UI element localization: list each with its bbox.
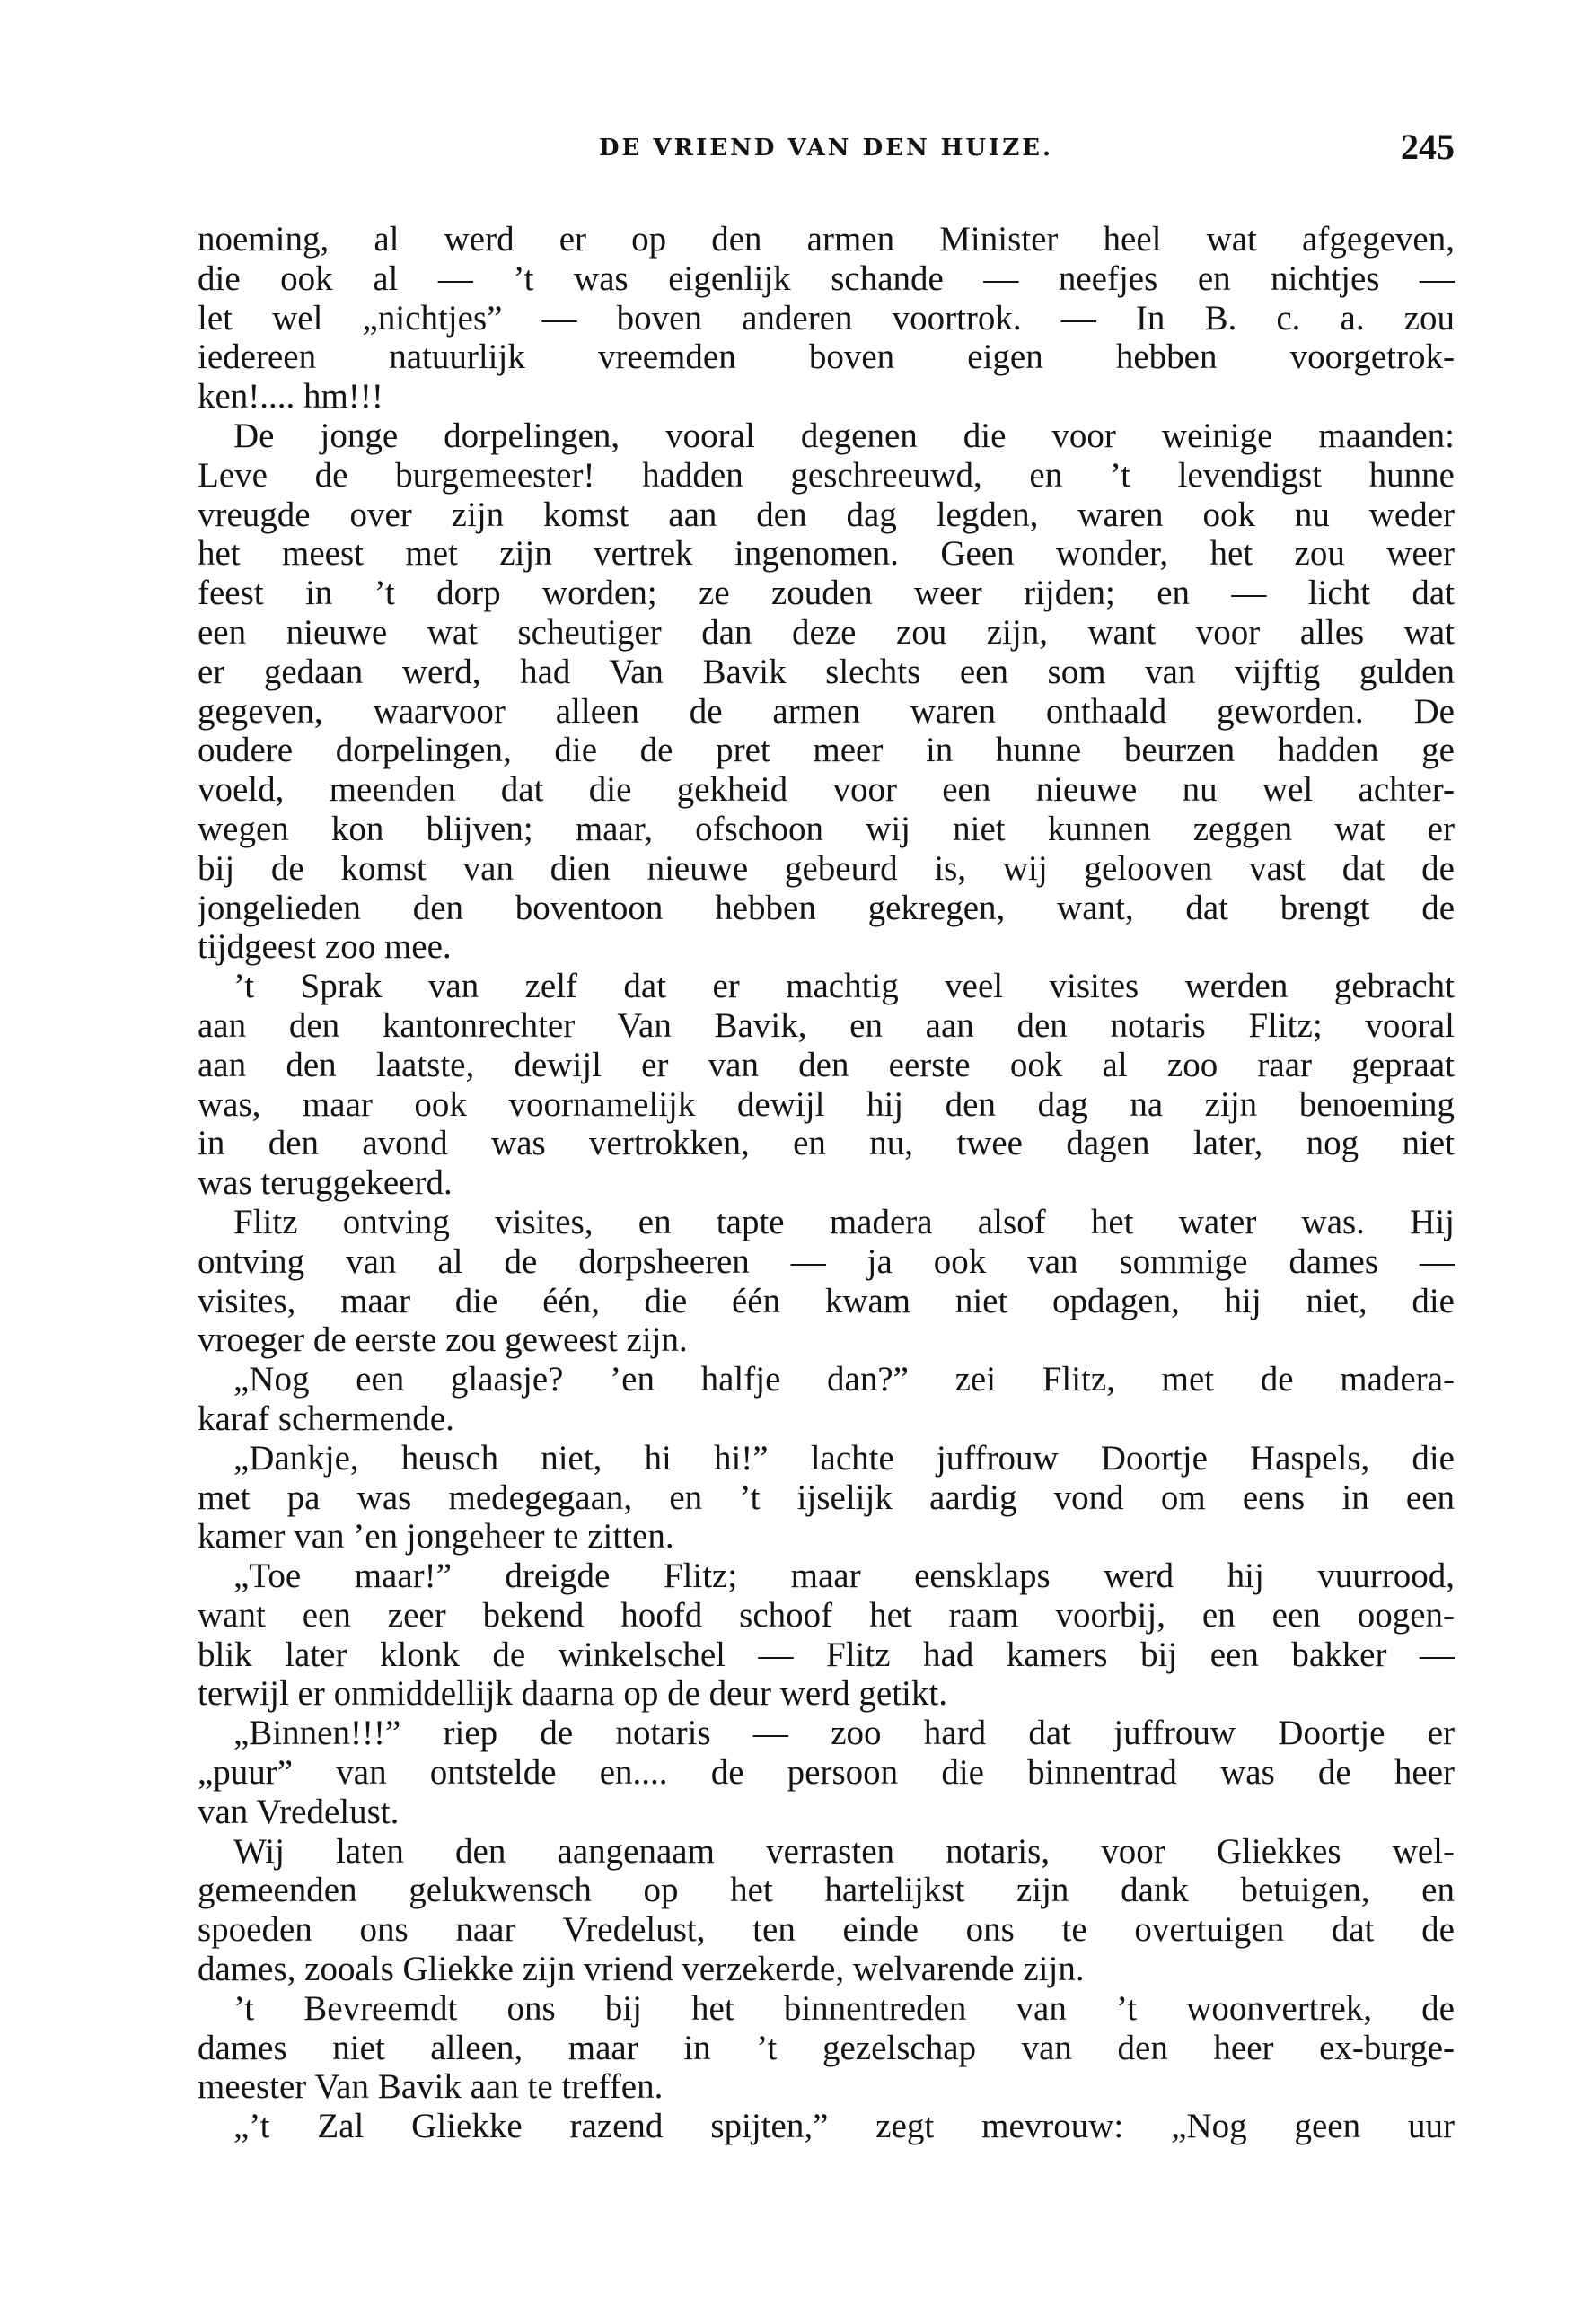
text-line: blik later klonk de winkelschel — Flitz had kamers bij een bakker —: [198, 1635, 1455, 1674]
text-line: ken!.... hm!!!: [198, 377, 383, 417]
text-line: vroeger de eerste zou geweest zijn.: [198, 1320, 688, 1360]
text-line: let wel „nichtjes” — boven anderen voortrok. — In B. c. a. zou: [198, 298, 1455, 338]
text-line: die ook al — ’t was eigenlijk schande — neefjes en nichtjes —: [198, 259, 1455, 298]
text-line: feest in ’t dorp worden; ze zouden weer rijden; en — licht dat: [198, 574, 1455, 613]
text-line: De jonge dorpelingen, vooral degenen die voor weinige maanden:: [233, 416, 1455, 455]
text-line: karaf schermende.: [198, 1399, 454, 1438]
text-line: visites, maar die één, die één kwam niet opdagen, hij niet, die: [198, 1281, 1455, 1320]
text-line: tijdgeest zoo mee.: [198, 927, 452, 967]
running-head: DE VRIEND VAN DEN HUIZE.: [598, 135, 1054, 162]
text-line: jongelieden den boventoon hebben gekregen, want, dat brengt de: [198, 888, 1455, 927]
text-line: dames niet alleen, maar in ’t gezelschap van den heer ex-burge-: [198, 2028, 1455, 2067]
text-line: een nieuwe wat scheutiger dan deze zou zijn, want voor alles wat: [198, 612, 1455, 652]
text-line: Flitz ontving visites, en tapte madera alsof het water was. Hij: [233, 1202, 1455, 1241]
text-line: aan den laatste, dewijl er van den eerste ook al zoo raar gepraat: [198, 1045, 1455, 1084]
text-line: vreugde over zijn komst aan den dag legden, waren ook nu weder: [198, 495, 1455, 534]
text-line: oudere dorpelingen, die de pret meer in hunne beurzen hadden ge: [198, 731, 1455, 770]
text-line: ’t Sprak van zelf dat er machtig veel visites werden gebracht: [233, 967, 1455, 1006]
text-line: van Vredelust.: [198, 1792, 400, 1831]
text-line: ’t Bevreemdt ons bij het binnentreden van ’t woonvertrek, de: [233, 1988, 1455, 2028]
text-line: „puur” van ontstelde en.... de persoon die binnentrad was de heer: [198, 1753, 1455, 1793]
text-line: iedereen natuurlijk vreemden boven eigen hebben voorgetrok-: [198, 338, 1455, 377]
text-line: „Dankje, heusch niet, hi hi!” lachte juffrouw Doortje Haspels, die: [233, 1438, 1455, 1478]
text-line: met pa was medegegaan, en ’t ijselijk aardig vond om eens in een: [198, 1478, 1455, 1517]
text-line: Leve de burgemeester! hadden geschreeuwd, en ’t levendigst hunne: [198, 455, 1455, 495]
text-line: wegen kon blijven; maar, ofschoon wij niet kunnen zeggen wat er: [198, 809, 1455, 848]
text-line: voeld, meenden dat die gekheid voor een nieuwe nu wel achter-: [198, 770, 1455, 810]
text-line: spoeden ons naar Vredelust, ten einde ons te overtuigen dat de: [198, 1910, 1455, 1950]
text-line: kamer van ’en jongeheer te zitten.: [198, 1517, 674, 1557]
text-line: terwijl er onmiddellijk daarna op de deur werd getikt.: [198, 1674, 947, 1714]
text-line: „Nog een glaasje? ’en halfje dan?” zei Flitz, met de madera-: [233, 1360, 1455, 1399]
text-line: dames, zooals Gliekke zijn vriend verzekerde, welvarende zijn.: [198, 1950, 1085, 1989]
text-line: „Toe maar!” dreigde Flitz; maar eensklaps werd hij vuurrood,: [233, 1557, 1455, 1596]
text-line: was teruggekeerd.: [198, 1163, 453, 1203]
text-line: aan den kantonrechter Van Bavik, en aan den notaris Flitz; vooral: [198, 1005, 1455, 1045]
text-line: bij de komst van dien nieuwe gebeurd is, wij gelooven vast dat de: [198, 848, 1455, 888]
page-header: [198, 126, 1455, 180]
text-line: want een zeer bekend hoofd schoof het raam voorbij, en een oogen-: [198, 1595, 1455, 1635]
text-line: gegeven, waarvoor alleen de armen waren onthaald geworden. De: [198, 691, 1455, 731]
text-line: „’t Zal Gliekke razend spijten,” zegt mevrouw: „Nog geen uur: [233, 2107, 1455, 2146]
text-line: in den avond was vertrokken, en nu, twee dagen later, nog niet: [198, 1124, 1455, 1163]
text-line: gemeenden gelukwensch op het hartelijkst zijn dank betuigen, en: [198, 1871, 1455, 1910]
body-text: [198, 220, 1455, 2146]
text-line: „Binnen!!!” riep de notaris — zoo hard dat juffrouw Doortje er: [233, 1714, 1455, 1753]
text-line: Wij laten den aangenaam verrasten notaris, voor Gliekkes wel-: [233, 1831, 1455, 1871]
text-line: er gedaan werd, had Van Bavik slechts een som van vijftig gulden: [198, 652, 1455, 691]
text-line: ontving van al de dorpsheeren — ja ook van sommige dames —: [198, 1241, 1455, 1281]
text-line: het meest met zijn vertrek ingenomen. Geen wonder, het zou weer: [198, 534, 1455, 574]
page-number: 245: [1401, 127, 1455, 167]
text-line: meester Van Bavik aan te treffen.: [198, 2067, 664, 2107]
text-line: noeming, al werd er op den armen Minister heel wat afgegeven,: [198, 220, 1455, 259]
text-line: was, maar ook voornamelijk dewijl hij den dag na zijn benoeming: [198, 1084, 1455, 1124]
